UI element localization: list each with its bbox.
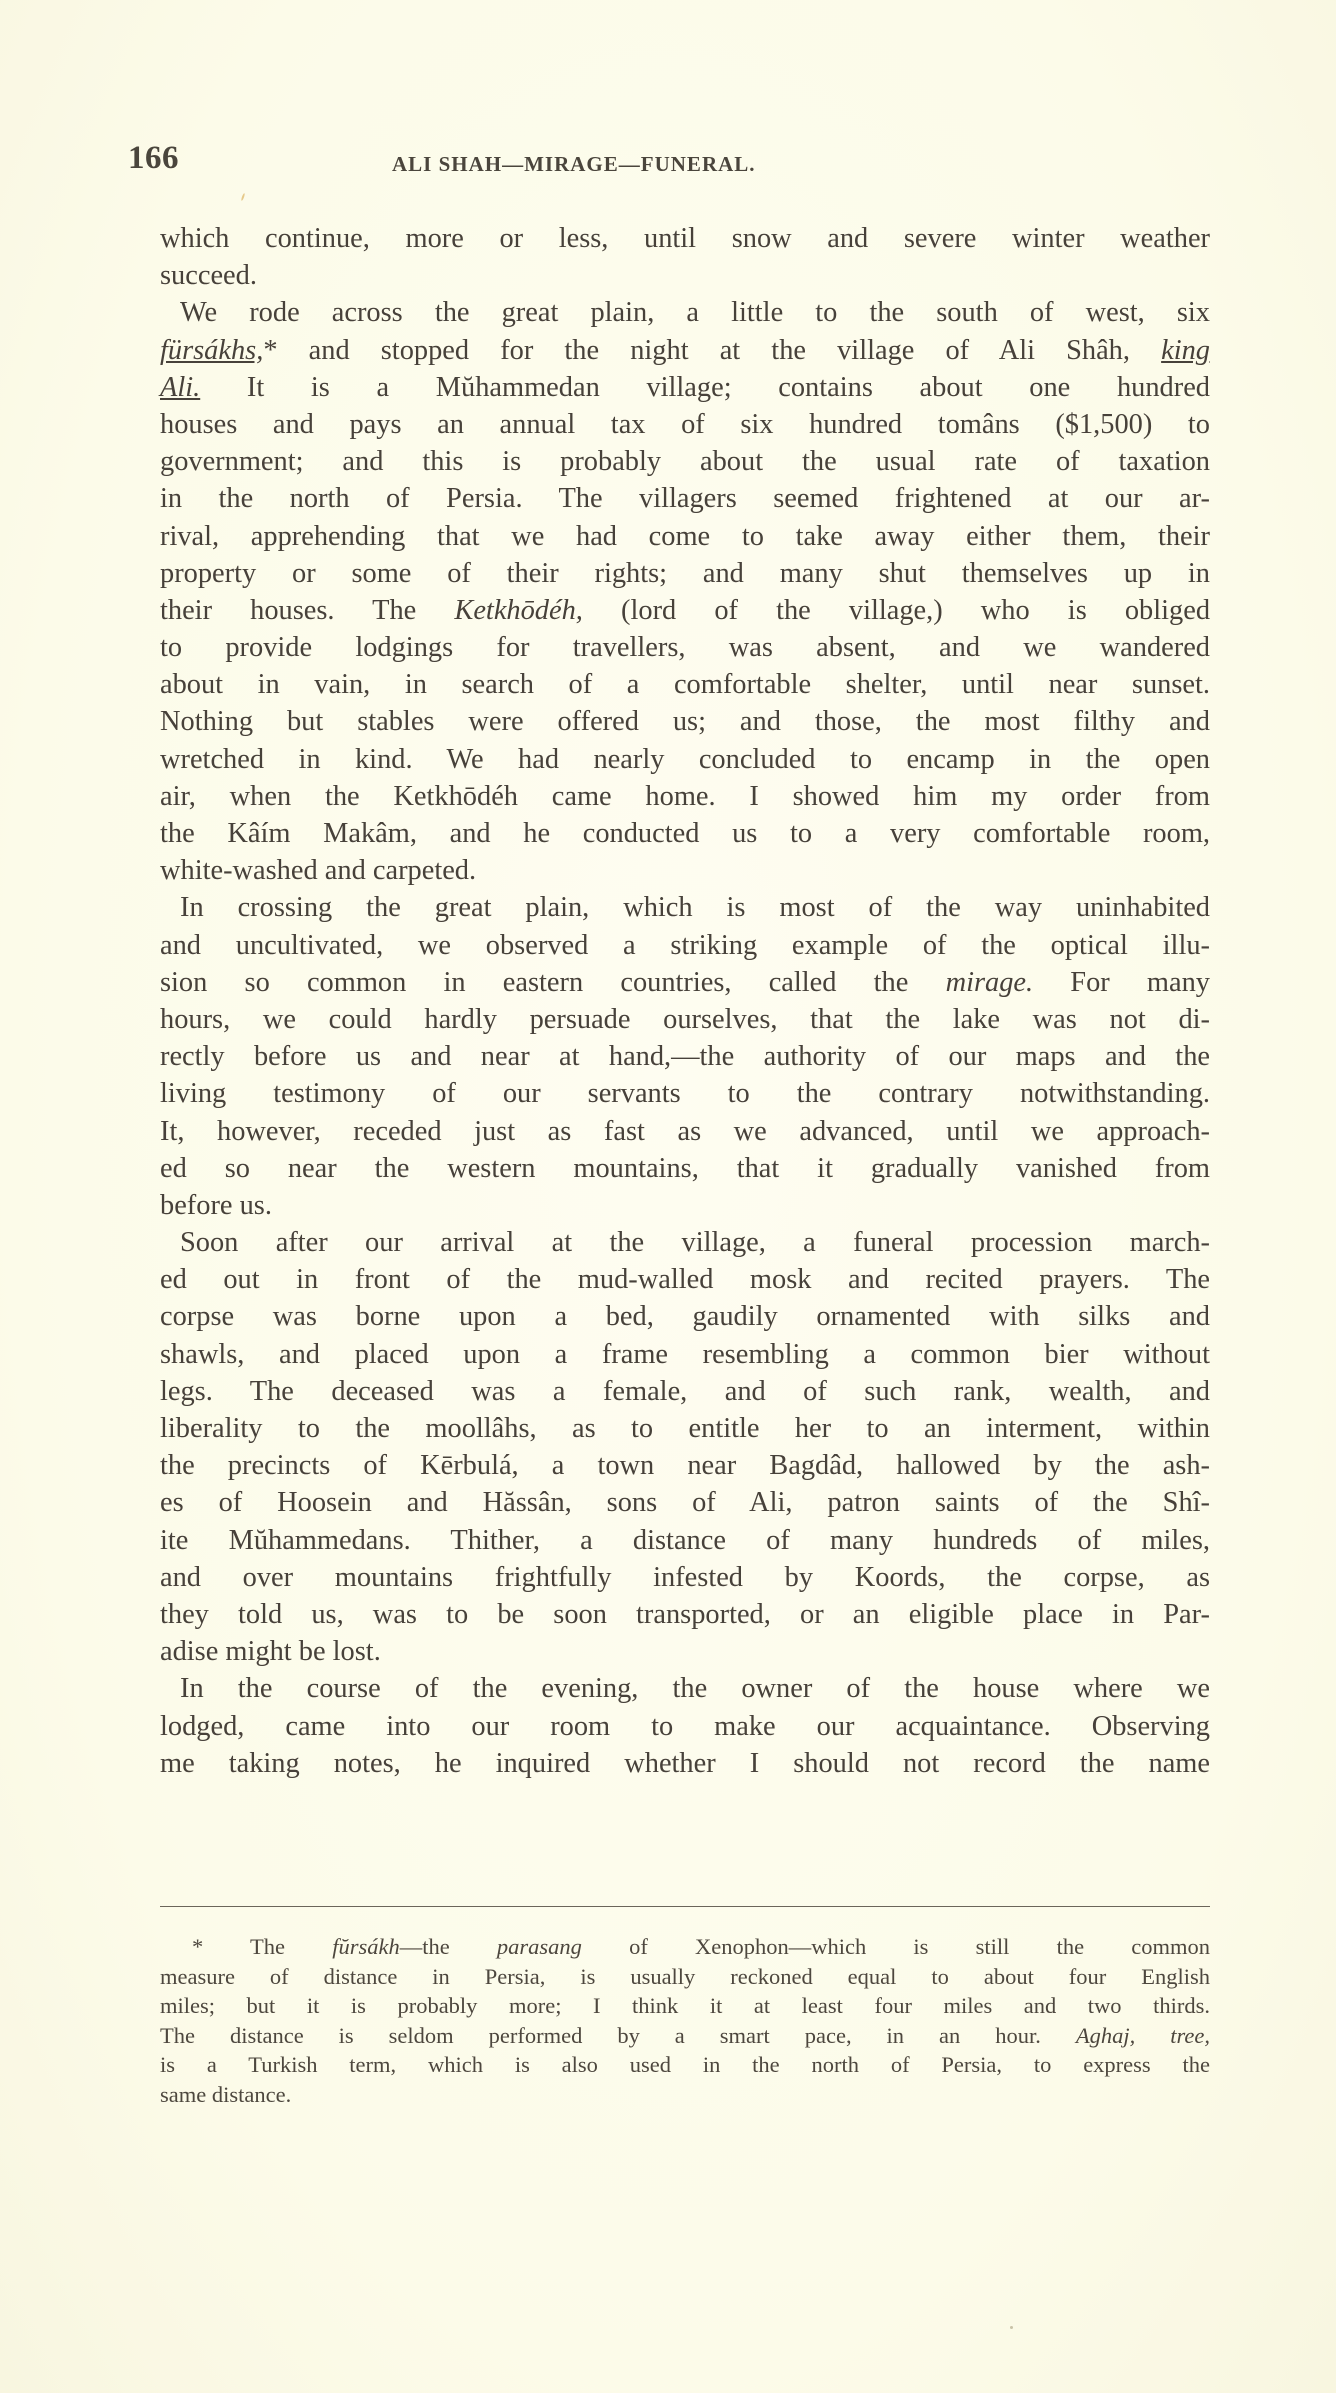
- running-title: ALI SHAH—MIRAGE—FUNERAL.: [392, 152, 756, 176]
- text-line: and uncultivated, we observed a striking example of the optical illu-: [160, 929, 1210, 961]
- text-line: ite Mŭhammedans. Thither, a distance of many hundreds of miles,: [160, 1524, 1210, 1556]
- text-line: which continue, more or less, until snow and severe winter weather: [160, 223, 1210, 254]
- italic-term: fürsákhs,: [160, 334, 264, 366]
- text-line: me taking notes, he inquired whether I should not record the name: [160, 1747, 1210, 1779]
- paper-speck: [1010, 2326, 1013, 2329]
- page-number: 166: [128, 140, 179, 176]
- footnote-divider: [160, 1906, 1210, 1907]
- text-line: adise might be lost.: [160, 1636, 381, 1668]
- text-run: The distance is seldom performed by a smart pace, in an hour.: [160, 2022, 1041, 2048]
- text-line: the Kâím Makâm, and he conducted us to a very comfortable room,: [160, 818, 1210, 849]
- footnote-line: same distance.: [160, 2081, 292, 2107]
- italic-term: king: [1161, 334, 1210, 366]
- text-line: rival, apprehending that we had come to take away either them, their: [160, 520, 1210, 552]
- paper-speck: [241, 193, 246, 201]
- italic-term: Aghaj,: [1075, 2022, 1136, 2048]
- text-line: [160, 369, 1210, 406]
- text-line: to provide lodgings for travellers, was absent, and we wandered: [160, 632, 1210, 664]
- text-line: ed out in front of the mud-walled mosk and recited prayers. The: [160, 1264, 1210, 1296]
- footnote-line: [160, 2021, 1210, 2051]
- text-line: lodged, came into our room to make our acquaintance. Observing: [160, 1710, 1210, 1742]
- footnote-line: measure of distance in Persia, is usually reckoned equal to about four English: [160, 1963, 1210, 1989]
- text-run: their houses. The: [160, 594, 417, 626]
- italic-term: mirage.: [945, 966, 1034, 998]
- italic-term: fŭrsákh: [332, 1934, 400, 1959]
- text-line: wretched in kind. We had nearly concluded to encamp in the open: [160, 743, 1210, 775]
- text-line: before us.: [160, 1189, 272, 1221]
- text-line: property or some of their rights; and many shut themselves up in: [160, 557, 1210, 589]
- text-line: living testimony of our servants to the contrary notwithstanding.: [160, 1078, 1210, 1110]
- footnote: [160, 1932, 1210, 2109]
- body-text: [160, 220, 1210, 1782]
- italic-term: Ketkhōdéh,: [454, 594, 583, 626]
- text-line: rectly before us and near at hand,—the authority of our maps and the: [160, 1041, 1210, 1073]
- text-run: (lord of the village,) who is obliged: [621, 594, 1211, 626]
- text-line: houses and pays an annual tax of six hundred tomâns ($1,500) to: [160, 408, 1210, 440]
- text-line: and over mountains frightfully infested by Koords, the corpse, as: [160, 1561, 1210, 1593]
- paragraph-start-line: In crossing the great plain, which is most of the way uninhabited: [180, 892, 1210, 924]
- text-line: Nothing but stables were offered us; and those, the most filthy and: [160, 706, 1210, 738]
- text-run: It is a Mŭhammedan village; contains about one hundred: [246, 371, 1210, 403]
- text-line: legs. The deceased was a female, and of such rank, wealth, and: [160, 1375, 1210, 1407]
- paragraph-start-line: Soon after our arrival at the village, a funeral procession march-: [180, 1227, 1210, 1259]
- text-line: ed so near the western mountains, that it gradually vanished from: [160, 1152, 1210, 1184]
- footnote-line: miles; but it is probably more; I think it at least four miles and two thirds.: [160, 1993, 1210, 2018]
- running-head: [128, 140, 1228, 188]
- text-line: hours, we could hardly persuade ourselves, that the lake was not di-: [160, 1003, 1210, 1035]
- text-line: in the north of Persia. The villagers seemed frightened at our ar-: [160, 483, 1210, 515]
- text-line: It, however, receded just as fast as we advanced, until we approach-: [160, 1115, 1210, 1147]
- italic-term: Ali.: [160, 371, 201, 403]
- text-run: For many: [1070, 966, 1211, 998]
- text-line: succeed.: [160, 260, 257, 292]
- footnote-line: [160, 1932, 1210, 1962]
- text-line: white-washed and carpeted.: [160, 855, 477, 887]
- text-line: [160, 964, 1210, 1001]
- text-line: corpse was borne upon a bed, gaudily ornamented with silks and: [160, 1301, 1210, 1333]
- text-line: shawls, and placed upon a frame resembling a common bier without: [160, 1338, 1210, 1370]
- text-line: about in vain, in search of a comfortable shelter, until near sunset.: [160, 669, 1210, 701]
- paragraph-start-line: In the course of the evening, the owner of the house where we: [180, 1673, 1210, 1705]
- text-line: liberality to the moollâhs, as to entitle her to an interment, within: [160, 1413, 1210, 1444]
- text-line: [160, 332, 1210, 369]
- text-line: they told us, was to be soon transported, or an eligible place in Par-: [160, 1598, 1210, 1630]
- text-run: * and stopped for the night at the village of Ali Shâh,: [263, 334, 1130, 366]
- text-run: sion so common in eastern countries, called the: [160, 966, 909, 998]
- italic-term: parasang: [496, 1934, 582, 1959]
- footnote-marker: * The: [192, 1934, 286, 1959]
- text-line: air, when the Ketkhōdéh came home. I showed him my order from: [160, 780, 1210, 812]
- text-run: of Xenophon—which is still the common: [629, 1934, 1210, 1959]
- text-line: government; and this is probably about the usual rate of taxation: [160, 446, 1210, 478]
- paragraph-start-line: We rode across the great plain, a little to the south of west, six: [180, 297, 1210, 329]
- italic-term: tree,: [1170, 2022, 1211, 2048]
- text-run: —the: [399, 1934, 450, 1959]
- footnote-line: is a Turkish term, which is also used in the north of Persia, to express the: [160, 2052, 1210, 2077]
- text-line: es of Hoosein and Hăssân, sons of Ali, patron saints of the Shî-: [160, 1487, 1210, 1519]
- text-line: [160, 592, 1210, 629]
- text-line: the precincts of Kērbulá, a town near Bagdâd, hallowed by the ash-: [160, 1450, 1210, 1482]
